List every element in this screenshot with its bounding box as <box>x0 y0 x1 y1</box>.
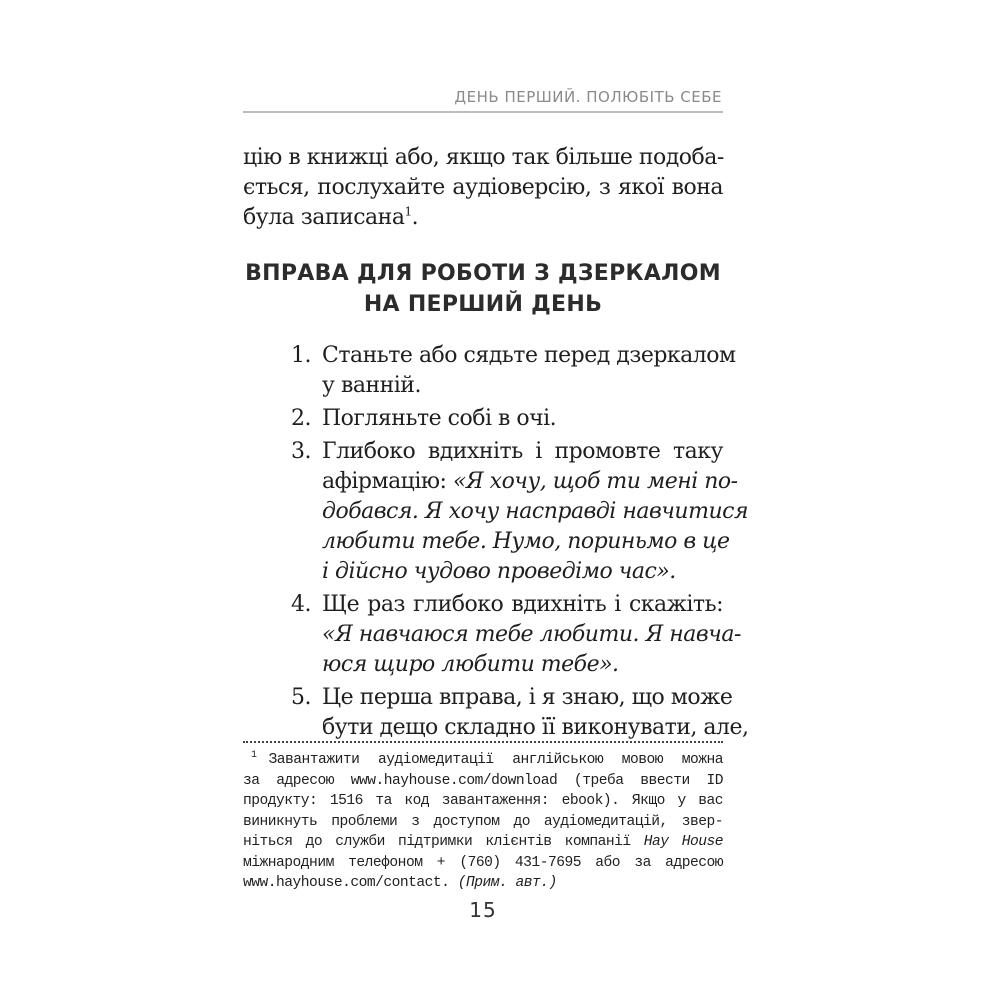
affirmation-line: добався. Я хочу насправді навчитися <box>322 499 749 524</box>
exercise-list <box>243 341 749 746</box>
section-heading <box>243 258 723 320</box>
footnote-line: за адресою www.hayhouse.com/download (треба ввести ID <box>243 772 723 789</box>
footnote-text: ніться до служби підтримки клієнтів компанії <box>243 834 644 850</box>
author-note: (Прим. авт.) <box>457 875 557 891</box>
header-rule <box>243 111 723 113</box>
list-item-line: у ванній. <box>322 373 421 398</box>
list-item <box>243 341 736 401</box>
footnote-separator <box>243 741 723 743</box>
footnote-link[interactable]: www.hayhouse.com/contact. <box>243 875 458 891</box>
list-item-number: 3. <box>291 439 311 464</box>
list-item-line: Станьте або сядьте перед дзеркалом <box>322 343 736 368</box>
list-item <box>243 683 749 743</box>
page-number: 15 <box>469 898 497 922</box>
affirmation-text: «Я хочу, щоб ти мені по- <box>452 469 738 494</box>
affirmation-line: «Я навчаюся тебе любити. Я навча- <box>322 622 741 647</box>
list-item-number: 4. <box>291 592 311 617</box>
affirmation-line: любити тебе. Нумо, пориньмо в це <box>322 529 730 554</box>
footnote-line: виникнуть проблеми з доступом до аудіомедитацій, звер- <box>243 813 723 830</box>
footnote-mark: 1 <box>251 750 257 762</box>
company-name: Hay House <box>643 834 723 850</box>
footnote-text: Завантажити аудіомедитації англійською мовою можна <box>268 752 723 768</box>
body-line: ється, послухайте аудіоверсію, з якої вона <box>243 175 723 200</box>
body-paragraph <box>243 143 723 233</box>
list-item-line: Це перша вправа, і я знаю, що може <box>322 685 733 710</box>
list-item-line: Глибоко вдихніть і промовте таку <box>322 439 723 464</box>
list-item-line: Ще раз глибоко вдихніть і скажіть: <box>322 592 723 617</box>
list-item-number: 2. <box>291 406 311 431</box>
list-item-number: 1. <box>291 343 311 368</box>
body-line: була записана$^1$. <box>243 204 419 230</box>
footnote-line <box>243 832 723 853</box>
list-item-line: бути дещо складно її виконувати, але, <box>322 715 749 740</box>
footnote-line: продукту: 1516 та код завантаження: ebook). Якщо у вас <box>243 793 723 809</box>
footnote-line <box>243 873 723 894</box>
list-item-line: Погляньте собі в очі. <box>322 406 557 431</box>
list-item <box>243 590 741 680</box>
heading-line: ВПРАВА ДЛЯ РОБОТИ З ДЗЕРКАЛОМ <box>245 261 721 286</box>
affirmation-line: і дійсно чудово проведімо час». <box>322 559 676 584</box>
running-head: ДЕНЬ ПЕРШИЙ. ПОЛЮБІТЬ СЕБЕ <box>454 88 722 106</box>
footnote-reference[interactable]: 1 <box>404 204 412 219</box>
heading-line: НА ПЕРШИЙ ДЕНЬ <box>363 292 603 317</box>
body-line: цію в книжці або, якщо так більше подоба- <box>243 145 724 170</box>
list-item-line <box>322 467 738 497</box>
list-item <box>243 437 749 587</box>
footnote-line: міжнародним телефоном + (760) 431-7695 або за адресою <box>243 854 723 871</box>
footnote <box>243 750 723 894</box>
footnote-line <box>243 750 723 771</box>
list-item <box>243 404 723 434</box>
list-item-number: 5. <box>291 685 311 710</box>
affirmation-line: юся щиро любити тебе». <box>322 652 619 677</box>
list-item-text: афірмацію: <box>322 469 453 494</box>
body-line-text: була записана <box>243 205 405 230</box>
